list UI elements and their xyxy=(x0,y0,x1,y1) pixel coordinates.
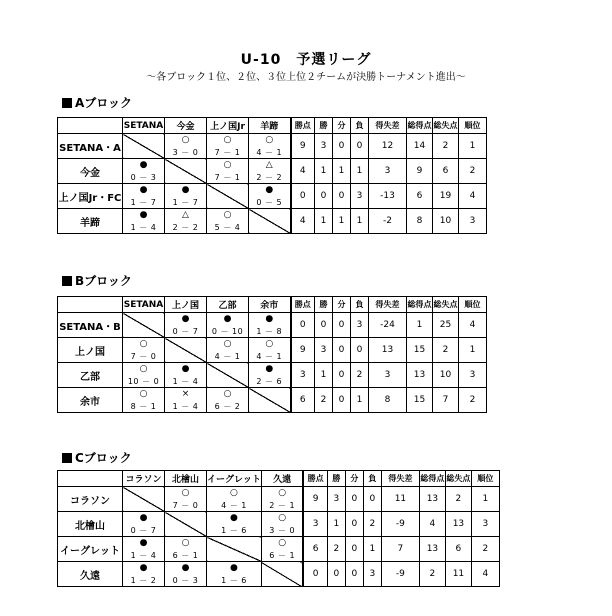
page-subtitle: ～各ブロック１位、２位、３位上位２チームが決勝トーナメント進出～ xyxy=(146,72,466,83)
stat-value: 11 xyxy=(381,487,419,512)
result-mark: ○ xyxy=(139,339,148,349)
rank-value: 3 xyxy=(459,363,487,388)
table-row xyxy=(58,537,500,562)
stat-value: 19 xyxy=(433,184,459,209)
stat-value: 14 xyxy=(407,134,433,159)
block-heading-label: Bブロック xyxy=(75,274,132,288)
stat-value: 3 xyxy=(291,363,315,388)
stat-value: 6 xyxy=(291,388,315,413)
stat-value: 0 xyxy=(303,562,327,587)
result-mark: ● xyxy=(181,314,190,324)
opponent-header: 余市 xyxy=(249,297,291,313)
league-table xyxy=(57,117,487,234)
match-score: 3 － 0 xyxy=(269,526,296,535)
result-mark: ○ xyxy=(139,364,148,374)
stat-value: 11 xyxy=(445,562,471,587)
block-heading xyxy=(62,272,132,289)
league-table xyxy=(57,470,500,587)
stat-header: 分 xyxy=(333,297,351,313)
match-score: 3 － 0 xyxy=(172,148,199,157)
match-cell xyxy=(165,537,207,562)
result-mark: ○ xyxy=(230,488,238,498)
result-mark: ○ xyxy=(278,488,287,498)
opponent-header: コラソン xyxy=(123,471,165,487)
team-name: SETANA・A xyxy=(58,134,123,159)
stat-header: 総失点 xyxy=(433,118,459,134)
result-mark: ○ xyxy=(223,339,232,349)
stat-header: 総得点 xyxy=(407,297,433,313)
stat-value: -2 xyxy=(369,209,407,234)
match-cell xyxy=(123,562,165,587)
stat-value: 3 xyxy=(303,512,327,537)
team-name: 上ノ国 xyxy=(58,338,123,363)
result-mark: ● xyxy=(181,563,190,573)
team-name: 上ノ国Jr・FC xyxy=(58,184,123,209)
stat-header: 勝 xyxy=(327,471,345,487)
stat-value: 3 xyxy=(363,562,381,587)
header-corner xyxy=(58,471,123,487)
stat-value: 4 xyxy=(419,512,445,537)
stat-header: 順位 xyxy=(459,118,487,134)
stat-value: 7 xyxy=(381,537,419,562)
stat-value: 1 xyxy=(363,537,381,562)
stat-value: 0 xyxy=(333,184,351,209)
stat-value: 1 xyxy=(351,159,369,184)
stat-value: -24 xyxy=(369,313,407,338)
stat-value: 3 xyxy=(369,159,407,184)
match-cell xyxy=(249,184,291,209)
team-name: 余市 xyxy=(58,388,123,413)
team-name: SETANA・B xyxy=(58,313,123,338)
match-cell xyxy=(165,184,207,209)
stat-header: 総失点 xyxy=(445,471,471,487)
diagonal-cell xyxy=(207,363,249,388)
rank-value: 3 xyxy=(459,209,487,234)
stat-value: 2 xyxy=(419,562,445,587)
stat-value: 0 xyxy=(333,338,351,363)
stat-value: 6 xyxy=(433,159,459,184)
result-mark: ○ xyxy=(181,135,190,145)
team-name: 久遠 xyxy=(58,562,123,587)
table-row xyxy=(58,487,500,512)
match-cell xyxy=(123,537,165,562)
stat-value: 0 xyxy=(333,363,351,388)
result-mark: ● xyxy=(230,513,238,523)
stat-value: 1 xyxy=(351,209,369,234)
diagonal-cell xyxy=(207,184,249,209)
rank-value: 1 xyxy=(471,487,499,512)
result-mark: ○ xyxy=(265,339,274,349)
match-score: 1 － 2 xyxy=(130,576,157,585)
table-row xyxy=(58,388,487,413)
table-header-row xyxy=(58,471,500,487)
match-score: 8 － 1 xyxy=(130,402,157,411)
stat-header: 総得点 xyxy=(419,471,445,487)
team-name: 今金 xyxy=(58,159,123,184)
diagonal-cell xyxy=(123,487,165,512)
stat-value: 13 xyxy=(369,338,407,363)
page-title: U-10 予選リーグ xyxy=(240,52,372,68)
stat-value: 8 xyxy=(407,209,433,234)
match-score: 7 － 0 xyxy=(172,501,199,510)
stat-value: 0 xyxy=(333,388,351,413)
opponent-header: SETANA xyxy=(123,118,165,134)
match-cell xyxy=(123,512,165,537)
diagonal-cell xyxy=(249,388,291,413)
match-cell xyxy=(261,512,303,537)
result-mark: ● xyxy=(139,538,148,548)
match-cell xyxy=(261,537,303,562)
match-cell xyxy=(207,487,262,512)
table-row xyxy=(58,159,487,184)
stat-header: 勝 xyxy=(315,297,333,313)
match-score: 1 － 4 xyxy=(172,377,199,386)
result-mark: ● xyxy=(265,364,274,374)
match-cell xyxy=(165,388,207,413)
stat-value: 0 xyxy=(345,537,363,562)
match-cell xyxy=(165,363,207,388)
stat-value: -9 xyxy=(381,562,419,587)
table-row xyxy=(58,184,487,209)
match-score: 1 － 4 xyxy=(172,402,199,411)
stat-value: 9 xyxy=(303,487,327,512)
result-mark: △ xyxy=(182,210,189,220)
stat-value: 10 xyxy=(433,363,459,388)
header-corner xyxy=(58,297,123,313)
stat-value: 9 xyxy=(407,159,433,184)
diagonal-cell xyxy=(123,313,165,338)
stat-value: -9 xyxy=(381,512,419,537)
match-cell xyxy=(207,388,249,413)
stat-value: 3 xyxy=(351,313,369,338)
match-cell xyxy=(207,209,249,234)
match-cell xyxy=(207,313,249,338)
stat-value: 9 xyxy=(291,338,315,363)
rank-value: 1 xyxy=(459,338,487,363)
stat-value: 15 xyxy=(407,388,433,413)
match-score: 0 － 7 xyxy=(172,327,199,336)
diagonal-cell xyxy=(165,512,207,537)
stat-value: 13 xyxy=(445,512,471,537)
block-heading-label: Aブロック xyxy=(75,96,133,110)
stat-header: 順位 xyxy=(471,471,499,487)
team-name: 北檜山 xyxy=(58,512,123,537)
match-score: 1 － 4 xyxy=(130,551,157,560)
team-name: 羊蹄 xyxy=(58,209,123,234)
stat-header: 負 xyxy=(363,471,381,487)
stat-value: 1 xyxy=(315,209,333,234)
match-score: 4 － 1 xyxy=(256,148,283,157)
match-cell xyxy=(123,338,165,363)
match-cell xyxy=(207,512,262,537)
rank-value: 2 xyxy=(459,159,487,184)
opponent-header: 上ノ国 xyxy=(165,297,207,313)
result-mark: ○ xyxy=(181,538,190,548)
block-heading xyxy=(62,94,132,111)
match-cell xyxy=(249,134,291,159)
stat-header: 勝 xyxy=(315,118,333,134)
diagonal-cell xyxy=(165,159,207,184)
stat-header: 勝点 xyxy=(303,471,327,487)
table-row xyxy=(58,209,487,234)
stat-value: 3 xyxy=(315,338,333,363)
stat-value: 6 xyxy=(303,537,327,562)
match-cell xyxy=(123,388,165,413)
header-corner xyxy=(58,118,123,134)
stat-value: 13 xyxy=(419,537,445,562)
table-row xyxy=(58,338,487,363)
result-mark: ● xyxy=(139,563,148,573)
stat-value: 0 xyxy=(351,134,369,159)
table-row xyxy=(58,363,487,388)
match-score: 0 － 3 xyxy=(172,576,199,585)
team-name: 乙部 xyxy=(58,363,123,388)
table-row xyxy=(58,562,500,587)
table-row xyxy=(58,512,500,537)
match-score: 1 － 6 xyxy=(221,526,247,535)
match-cell xyxy=(123,209,165,234)
match-score: 1 － 6 xyxy=(221,576,247,585)
match-cell xyxy=(249,363,291,388)
match-score: 0 － 3 xyxy=(130,173,157,182)
match-score: 4 － 1 xyxy=(256,352,283,361)
stat-value: 1 xyxy=(333,209,351,234)
stat-value: 0 xyxy=(333,134,351,159)
stat-value: 1 xyxy=(327,512,345,537)
rank-value: 4 xyxy=(471,562,499,587)
stat-value: 2 xyxy=(363,512,381,537)
rank-value: 4 xyxy=(459,184,487,209)
result-mark: ○ xyxy=(181,488,190,498)
diagonal-cell xyxy=(165,338,207,363)
opponent-header: 北檜山 xyxy=(165,471,207,487)
stat-header: 分 xyxy=(345,471,363,487)
match-cell xyxy=(165,562,207,587)
stat-value: 9 xyxy=(291,134,315,159)
stat-value: 13 xyxy=(419,487,445,512)
stat-value: 0 xyxy=(363,487,381,512)
result-mark: ● xyxy=(181,185,190,195)
result-mark: ○ xyxy=(278,513,287,523)
stat-value: 0 xyxy=(345,512,363,537)
opponent-header: 羊蹄 xyxy=(249,118,291,134)
stat-header: 勝点 xyxy=(291,297,315,313)
result-mark: ○ xyxy=(223,135,232,145)
stat-value: 3 xyxy=(327,487,345,512)
match-cell xyxy=(207,338,249,363)
stat-value: 0 xyxy=(345,487,363,512)
match-cell xyxy=(249,313,291,338)
match-score: 7 － 0 xyxy=(130,352,157,361)
opponent-header: イーグレット xyxy=(207,471,262,487)
match-score: 2 － 2 xyxy=(256,173,283,182)
result-mark: ● xyxy=(181,364,190,374)
stat-value: 6 xyxy=(445,537,471,562)
result-mark: ● xyxy=(230,563,238,573)
result-mark: ● xyxy=(139,160,148,170)
match-score: 5 － 4 xyxy=(214,223,241,232)
match-cell xyxy=(165,487,207,512)
match-score: 0 － 10 xyxy=(211,327,244,336)
match-cell xyxy=(207,134,249,159)
opponent-header: 上ノ国Jr xyxy=(207,118,249,134)
match-cell xyxy=(165,134,207,159)
stat-header: 分 xyxy=(333,118,351,134)
match-score: 4 － 1 xyxy=(214,352,241,361)
match-score: 6 － 1 xyxy=(269,551,296,560)
rank-value: 2 xyxy=(471,537,499,562)
match-cell xyxy=(123,184,165,209)
opponent-header: SETANA xyxy=(123,297,165,313)
stat-value: 1 xyxy=(315,363,333,388)
result-mark: ● xyxy=(139,185,148,195)
match-cell xyxy=(261,487,303,512)
match-cell xyxy=(123,159,165,184)
match-cell xyxy=(249,338,291,363)
team-name: コラソン xyxy=(58,487,123,512)
match-score: 2 － 6 xyxy=(256,377,283,386)
stat-header: 負 xyxy=(351,118,369,134)
stat-value: 0 xyxy=(291,313,315,338)
match-score: 2 － 1 xyxy=(269,501,296,510)
result-mark: ● xyxy=(139,513,148,523)
stat-value: 15 xyxy=(407,338,433,363)
match-cell xyxy=(249,159,291,184)
stat-value: 1 xyxy=(407,313,433,338)
stat-value: 3 xyxy=(369,363,407,388)
match-score: 1 － 4 xyxy=(130,223,157,232)
stat-value: 4 xyxy=(291,159,315,184)
result-mark: ○ xyxy=(265,135,274,145)
result-mark: ● xyxy=(265,185,274,195)
match-score: 7 － 1 xyxy=(214,173,241,182)
match-score: 6 － 1 xyxy=(172,551,199,560)
match-score: 1 － 8 xyxy=(256,327,283,336)
stat-value: 12 xyxy=(369,134,407,159)
result-mark: × xyxy=(181,389,190,399)
stat-header: 得失差 xyxy=(381,471,419,487)
match-cell xyxy=(207,159,249,184)
stat-header: 総得点 xyxy=(407,118,433,134)
match-score: 1 － 7 xyxy=(172,198,199,207)
stat-value: 8 xyxy=(369,388,407,413)
match-cell xyxy=(123,363,165,388)
stat-value: 10 xyxy=(433,209,459,234)
result-mark: △ xyxy=(265,160,273,170)
match-cell xyxy=(165,209,207,234)
table-header-row xyxy=(58,118,487,134)
stat-value: -13 xyxy=(369,184,407,209)
stat-value: 1 xyxy=(333,159,351,184)
result-mark: ○ xyxy=(278,538,287,548)
team-name: イーグレット xyxy=(58,537,123,562)
stat-value: 0 xyxy=(327,562,345,587)
opponent-header: 乙部 xyxy=(207,297,249,313)
square-bullet-icon xyxy=(62,453,72,463)
stat-header: 総失点 xyxy=(433,297,459,313)
block-heading-label: Cブロック xyxy=(75,451,132,465)
diagonal-cell xyxy=(261,562,303,587)
stat-value: 2 xyxy=(315,388,333,413)
result-mark: ○ xyxy=(223,160,232,170)
rank-value: 3 xyxy=(471,512,499,537)
stat-value: 13 xyxy=(407,363,433,388)
rank-value: 4 xyxy=(459,313,487,338)
stat-header: 順位 xyxy=(459,297,487,313)
result-mark: ● xyxy=(139,210,148,220)
stat-value: 2 xyxy=(351,363,369,388)
stat-header: 得失差 xyxy=(369,297,407,313)
match-score: 2 － 2 xyxy=(172,223,199,232)
result-mark: ○ xyxy=(223,210,232,220)
table-header-row xyxy=(58,297,487,313)
stat-value: 0 xyxy=(333,313,351,338)
result-mark: ● xyxy=(223,314,232,324)
stat-value: 25 xyxy=(433,313,459,338)
stat-value: 3 xyxy=(351,184,369,209)
match-score: 7 － 1 xyxy=(214,148,241,157)
stat-value: 0 xyxy=(315,184,333,209)
match-score: 6 － 2 xyxy=(214,402,241,411)
result-mark: ○ xyxy=(139,389,148,399)
diagonal-cell xyxy=(207,537,262,562)
table-row xyxy=(58,313,487,338)
diagonal-cell xyxy=(249,209,291,234)
rank-value: 1 xyxy=(459,134,487,159)
square-bullet-icon xyxy=(62,276,72,286)
stat-value: 3 xyxy=(315,134,333,159)
stat-value: 1 xyxy=(351,388,369,413)
stat-value: 0 xyxy=(291,184,315,209)
opponent-header: 今金 xyxy=(165,118,207,134)
match-cell xyxy=(207,562,262,587)
square-bullet-icon xyxy=(62,98,72,108)
stat-value: 0 xyxy=(345,562,363,587)
match-score: 10 － 0 xyxy=(127,377,160,386)
stat-value: 0 xyxy=(351,338,369,363)
table-row xyxy=(58,134,487,159)
match-cell xyxy=(165,313,207,338)
diagonal-cell xyxy=(123,134,165,159)
stat-value: 7 xyxy=(433,388,459,413)
match-score: 4 － 1 xyxy=(221,501,247,510)
stat-header: 勝点 xyxy=(291,118,315,134)
block-heading xyxy=(62,449,132,466)
stat-value: 4 xyxy=(291,209,315,234)
stat-value: 2 xyxy=(433,338,459,363)
result-mark: ○ xyxy=(223,389,232,399)
match-score: 0 － 5 xyxy=(256,198,283,207)
stat-header: 得失差 xyxy=(369,118,407,134)
stat-value: 2 xyxy=(445,487,471,512)
stat-value: 1 xyxy=(315,159,333,184)
result-mark: ● xyxy=(265,314,274,324)
league-table xyxy=(57,296,487,413)
stat-header: 負 xyxy=(351,297,369,313)
match-score: 0 － 7 xyxy=(130,526,157,535)
stat-value: 2 xyxy=(433,134,459,159)
opponent-header: 久遠 xyxy=(261,471,303,487)
stat-value: 2 xyxy=(327,537,345,562)
rank-value: 2 xyxy=(459,388,487,413)
stat-value: 0 xyxy=(315,313,333,338)
stat-value: 6 xyxy=(407,184,433,209)
match-score: 1 － 7 xyxy=(130,198,157,207)
